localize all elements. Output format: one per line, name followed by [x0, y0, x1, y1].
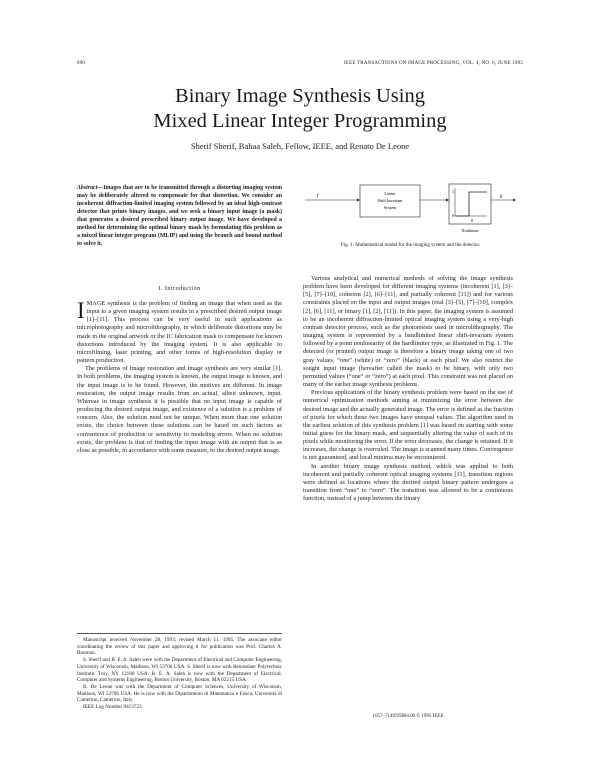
footnote-authors-1: S. Sherif and B. E. A. Saleh were with the Department of Electrical and Computer Engineering, University of Wisconsin, Madison, WI 53706 USA. S. Sherif is now with Rennselaer Polytechnic Institute, Troy, NY 12180 USA. B. E. A. Saleh is now with the Department of Electrical, Computer and Systems Engineering, Boston University, Boston, MA 02215 USA.	[77, 657, 282, 684]
system-diagram	[303, 180, 518, 242]
paper-title	[0, 84, 600, 134]
running-header: IEEE TRANSACTIONS ON IMAGE PROCESSING, VOL. 4, NO. 6, JUNE 1995	[344, 61, 523, 66]
abstract-text: Images that are to be transmitted through a distorting imaging system may be deliberately altered to compensate for that distortion. We consider an incoherent diffraction-limited imaging system followed by an ideal high-contrast detector that prints binary images, and we seek a binary input image (a mask) that generates a desired prescribed binary output image. We have developed a method for determining the optimal binary mask by formulating this problem as a mixed linear integer program (MLIP) and using the branch and bound method to solve it.	[77, 185, 282, 247]
footnote-authors-2: R. De Leone was with the Department of Computer Sciences, University of Wisconsin, Madison, WI 53706 USA. He is now with the Dipartimento di Matematica e Fisica, Università di Camerino, Camerino, Italy.	[77, 683, 282, 704]
block-label-1: Linear	[384, 191, 396, 196]
right-column	[303, 275, 513, 503]
copyright-footer: 1057–7149/95$04.00 © 1995 IEEE	[372, 714, 444, 719]
figure-caption: Fig. 1. Mathematical model for the imaging system and the detector.	[340, 242, 481, 248]
threshold-curve	[455, 192, 487, 216]
footnote-log-number: IEEE Log Number 9413723.	[83, 704, 143, 711]
threshold-top: 1	[452, 189, 454, 194]
middle-arrowhead	[446, 199, 449, 202]
abstract-lead: Abstract—	[77, 185, 104, 191]
input-label: f	[317, 194, 319, 199]
block-label-3: System	[383, 205, 397, 210]
drop-cap: I	[77, 298, 85, 323]
title-line-1: Binary Image Synthesis Using	[175, 85, 425, 107]
left-column	[77, 300, 282, 455]
body-paragraph-2: Previous applications of the binary synthesis problem were based on the use of numerical optimization methods aiming at minimizing the error between the desired image and the actually generated image. The error is defined as the fraction of pixels for which these two images have unequal values. The algorithm used in the earliest solution of this synthesis problem [1] was based on starting with some initial guess for the binary mask, and sequentially altering the value of each of its pixels while monitoring the error. If the error decreases, the change is retained. If it increases, the change is overruled. The image is scanned many times. Convergence is not guaranteed, and local minima may be encountered.	[303, 389, 513, 462]
footnote	[77, 633, 282, 711]
footnote-manuscript: Manuscript received November 28, 1993; revised March 11, 1995. The associate editor coordinating the review of this paper and approving it for publication was Prof. Charles A. Bouman.	[77, 637, 282, 657]
authors: Sherif Sherif, Bahaa Saleh, Fellow, IEEE, and Renato De Leone	[190, 141, 410, 151]
body-paragraph-3: In another binary image synthesis method, which was applied to both incoherent and partially coherent optical imaging systems [11], transition regions were defined as locations where the desired output binary pattern undergoes a transition from “one” to “zero”. The transition was allowed to be a continuous function, instead of a jump between the binary	[303, 462, 513, 503]
output-arrowhead	[513, 199, 516, 202]
intro-paragraph-1	[77, 300, 282, 365]
abstract	[77, 184, 282, 248]
nonlinear-label: Nonlinear	[461, 228, 479, 233]
threshold-bottom: 0	[452, 213, 454, 218]
intro-paragraph-1-text: MAGE synthesis is the problem of finding an image that when used as the input to a given imaging system results in a prescribed desired output image [1]–[11]. This process can be very useful in such applications as microphotography and microlithography, in which deliberate distortions may be made in the original artwork or the IC fabrication mask to compensate for known distortions introduced by the imaging system. It is also applicable to microfilming, laser printing, and other forms of high-resolution display or pattern production.	[77, 300, 282, 365]
input-arrowhead	[357, 199, 360, 202]
title-line-2: Mixed Linear Integer Programming	[153, 110, 447, 132]
threshold-axis-label: g	[471, 217, 473, 222]
hardlimiter-block	[449, 184, 491, 224]
body-paragraph-1: Various analytical and numerical methods of solving the image synthesis problem have been developed for different imaging systems (incoherent [1], [3]–[5], [7]–[10], coherent [2], [6]–[11], and partially coherent [11]) and for various constraints placed on the input and output images (real [3]–[5], [7]–[10], complex [2], [6], [11], or binary [1], [2], [11]). In this paper, the imaging system is assumed to be an incoherent diffraction-limited optical imaging system using a very-high contrast detector process, such as the photoresists used in microlithography. The imaging system is represented by a bandlimited linear shift-invariant system followed by a point nonlinearity of the hardlimiter type, as illustrated in Fig. 1. The detected (or printed) output image is therefore a binary image taking one of two gray values, “one” (white) or “zero” (black) at each pixel. We also restrict the sought input image (hereafter called the mask) to be binary, with only two permitted values (“one” or “zero”) at each pixel. This constraint was not placed on many of the earlier image synthesis problems.	[303, 275, 513, 389]
section-heading: I. Introduction	[158, 286, 201, 292]
page-number: 890	[77, 61, 86, 66]
block-label-2: Shift Invariant	[377, 198, 403, 203]
output-label: g	[500, 194, 503, 199]
intro-paragraph-2: The problems of image restoration and image synthesis are very similar [1]. In both problems, the imaging system is known, the output image is known, and the input image is to be found. However, the motives are different. In image restoration, the output image results from an actual, albeit unknown, input. Whereas in image synthesis it is possible that no input image is capable of producing the desired output image, and existence of a solution is a problem of concern. Also, the solution need not be unique. When more than one solution exists, the choice between these solutions can be based on such factors as convenience of production or sensitivity to modeling errors. When no solution exists, the problem is that of finding the input image with an output that is as close as possible, in accordance with some measure, to the desired output image.	[77, 365, 282, 454]
